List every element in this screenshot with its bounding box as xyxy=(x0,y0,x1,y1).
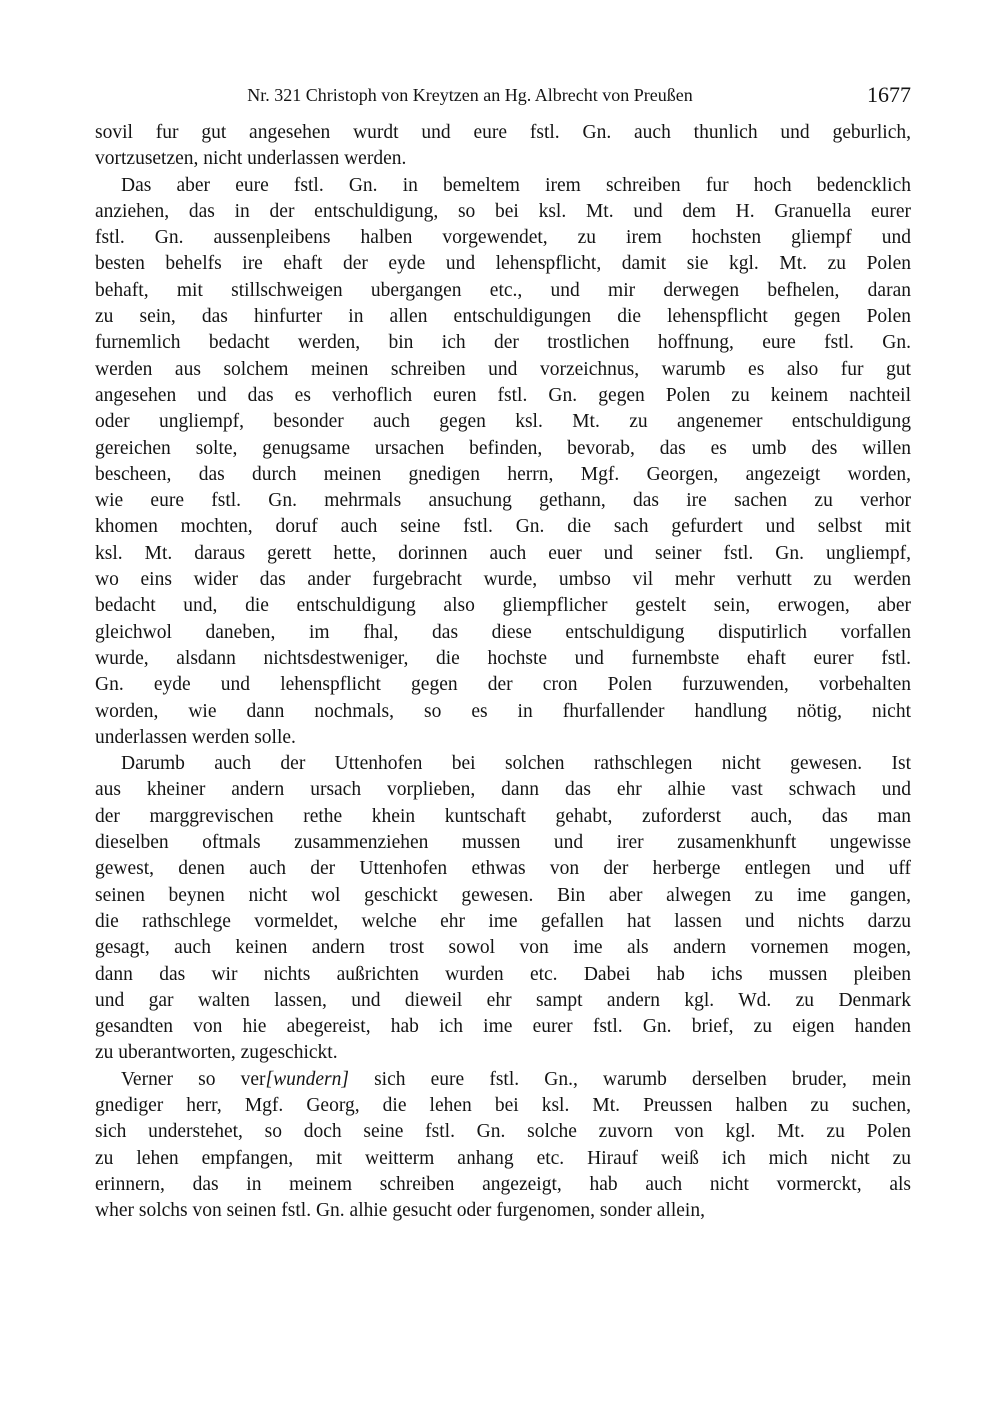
text-segment: oder ungliempf, besonder auch gegen ksl. Mt. zu angenemer entschuldigung xyxy=(95,411,911,433)
text-segment: furnemlich bedacht werden, bin ich der trostlichen hoffnung, eure fstl. Gn. xyxy=(95,332,911,354)
text-segment: sovil fur gut angesehen wurdt und eure fstl. Gn. auch thunlich und geburlich, xyxy=(95,122,911,143)
running-title: Nr. 321 Christoph von Kreytzen an Hg. Albrecht von Preußen xyxy=(247,85,693,105)
text-line xyxy=(95,909,911,935)
text-segment: seinen beynen nicht wol geschickt gewesen. Bin aber alwegen zu ime gangen, xyxy=(95,884,911,906)
text-line xyxy=(95,225,911,251)
text-line xyxy=(95,383,911,409)
text-line xyxy=(95,436,911,462)
text-line xyxy=(95,777,911,803)
text-line xyxy=(95,856,911,882)
text-line xyxy=(95,593,911,619)
text-line xyxy=(95,146,911,172)
text-line xyxy=(95,646,911,672)
text-line xyxy=(95,962,911,988)
text-line xyxy=(95,304,911,330)
text-segment: worden, wie dann nochmals, so es in fhurfallender handlung nötig, nicht xyxy=(95,700,911,722)
page-body xyxy=(95,120,911,1224)
paragraph xyxy=(95,751,911,1067)
text-segment: aus kheiner andern ursach vorplieben, dann das ehr alhie vast schwach und xyxy=(95,779,911,801)
text-segment: Gn. eyde und lehenspflicht gegen der cron Polen furzuwenden, vorbehalten xyxy=(95,674,911,696)
text-line xyxy=(95,1198,911,1224)
text-segment: sich eure fstl. Gn., warumb derselben bruder, mein xyxy=(348,1068,911,1090)
text-line xyxy=(95,1119,911,1145)
text-line xyxy=(95,330,911,356)
text-segment: gnediger herr, Mgf. Georg, die lehen bei ksl. Mt. Preussen halben zu suchen, xyxy=(95,1094,911,1116)
text-segment: dieselben oftmals zusammenziehen mussen und irer zusamenkhunft ungewisse xyxy=(95,832,911,854)
text-line xyxy=(95,567,911,593)
text-segment: besten behelfs ire ehaft der eyde und lehenspflicht, damit sie kgl. Mt. zu Polen xyxy=(95,253,911,275)
text-segment: wher solchs von seinen fstl. Gn. alhie gesucht oder furgenomen, sonder allein, xyxy=(95,1200,705,1222)
text-line xyxy=(95,751,911,777)
text-segment: khomen mochten, doruf auch seine fstl. Gn. die sach gefurdert und selbst mit xyxy=(95,516,911,538)
text-segment: gesandten von hie abegereist, hab ich ime eurer fstl. Gn. brief, zu eigen handen xyxy=(95,1016,911,1038)
text-segment: und gar walten lassen, und dieweil ehr sampt andern kgl. Wd. zu Denmark xyxy=(95,989,911,1011)
text-line xyxy=(95,883,911,909)
text-segment: Das aber eure fstl. Gn. in bemeltem irem schreiben fur hoch bedencklich xyxy=(121,174,911,196)
text-line xyxy=(95,672,911,698)
text-segment: gereichen solte, genugsame ursachen befinden, bevorab, das es umb des willen xyxy=(95,437,911,459)
text-segment: die rathschlege vormeldet, welche ehr ime gefallen hat lassen und nichts darzu xyxy=(95,910,911,932)
text-segment: angesehen und das es verhoflich euren fstl. Gn. gegen Polen zu keinem nachteil xyxy=(95,384,911,406)
text-segment: zu lehen empfangen, mit weitterm anhang etc. Hirauf weiß ich mich nicht zu xyxy=(95,1147,911,1169)
text-segment: erinnern, das in meinem schreiben angezeigt, hab auch nicht vormerckt, als xyxy=(95,1173,911,1195)
paragraph xyxy=(95,120,911,173)
text-segment: werden aus solchem meinen schreiben und vorzeichnus, warumb es also fur gut xyxy=(95,358,911,380)
text-segment: fstl. Gn. aussenpleibens halben vorgewendet, zu irem hochsten gliempf und xyxy=(95,227,911,249)
text-segment: Verner so ver xyxy=(121,1068,266,1090)
text-line xyxy=(95,725,911,751)
text-line xyxy=(95,830,911,856)
text-segment: wo eins wider das ander furgebracht wurde, umbso vil mehr verhutt zu werden xyxy=(95,569,911,591)
text-segment: vortzusetzen, nicht underlassen werden. xyxy=(95,148,407,170)
page-number: 1677 xyxy=(867,82,911,107)
text-line xyxy=(95,199,911,225)
text-segment: wie eure fstl. Gn. mehrmals ansuchung gethann, das ire sachen zu verhor xyxy=(95,490,911,512)
text-segment: behaft, mit stillschweigen ubergangen etc., und mir derwegen befhelen, daran xyxy=(95,279,911,301)
text-line xyxy=(95,357,911,383)
text-line xyxy=(95,1040,911,1066)
text-line xyxy=(95,620,911,646)
text-line xyxy=(95,935,911,961)
text-line xyxy=(95,120,911,146)
text-segment: wurde, alsdann nichtsdestweniger, die hochste und furnembste ehaft eurer fstl. xyxy=(95,647,911,669)
paragraph xyxy=(95,1067,911,1225)
text-line xyxy=(95,988,911,1014)
text-line xyxy=(95,699,911,725)
text-segment: underlassen werden solle. xyxy=(95,726,296,748)
text-segment: sich understehet, so doch seine fstl. Gn. solche zuvorn von kgl. Mt. zu Polen xyxy=(95,1121,911,1143)
text-line xyxy=(95,409,911,435)
text-line xyxy=(95,1093,911,1119)
text-line xyxy=(95,1067,911,1093)
text-line xyxy=(95,278,911,304)
text-segment: zu uberantworten, zugeschickt. xyxy=(95,1042,338,1064)
editorial-insertion: [wundern] xyxy=(265,1068,349,1090)
text-segment: gleichwol daneben, im fhal, das diese entschuldigung disputirlich vorfallen xyxy=(95,621,911,643)
text-segment: gesagt, auch keinen andern trost sowol von ime als andern vornemen mogen, xyxy=(95,937,911,959)
text-line xyxy=(95,173,911,199)
text-line xyxy=(95,514,911,540)
text-segment: dann das wir nichts außrichten wurden etc. Dabei hab ichs mussen pleiben xyxy=(95,963,911,985)
text-segment: anziehen, das in der entschuldigung, so bei ksl. Mt. und dem H. Granuella eurer xyxy=(95,200,911,222)
text-line xyxy=(95,804,911,830)
text-line xyxy=(95,1014,911,1040)
text-line xyxy=(95,488,911,514)
running-header xyxy=(95,82,911,108)
text-segment: ksl. Mt. daraus gerett hette, dorinnen auch euer und seiner fstl. Gn. ungliempf, xyxy=(95,542,911,564)
text-line xyxy=(95,1172,911,1198)
paragraph xyxy=(95,173,911,752)
text-line xyxy=(95,251,911,277)
text-line xyxy=(95,462,911,488)
text-segment: der marggrevischen rethe khein kuntschaft gehabt, zuforderst auch, das man xyxy=(95,805,911,827)
text-segment: bedacht und, die entschuldigung also gliempflicher gestelt sein, erwogen, aber xyxy=(95,595,911,617)
text-segment: bescheen, das durch meinen gnedigen herrn, Mgf. Georgen, angezeigt worden, xyxy=(95,463,911,485)
text-line xyxy=(95,541,911,567)
text-segment: Darumb auch der Uttenhofen bei solchen rathschlegen nicht gewesen. Ist xyxy=(121,753,911,775)
text-segment: zu sein, das hinfurter in allen entschuldigungen die lehenspflicht gegen Polen xyxy=(95,306,911,328)
text-segment: gewest, denen auch der Uttenhofen ethwas von der herberge entlegen und uff xyxy=(95,858,911,880)
text-line xyxy=(95,1146,911,1172)
